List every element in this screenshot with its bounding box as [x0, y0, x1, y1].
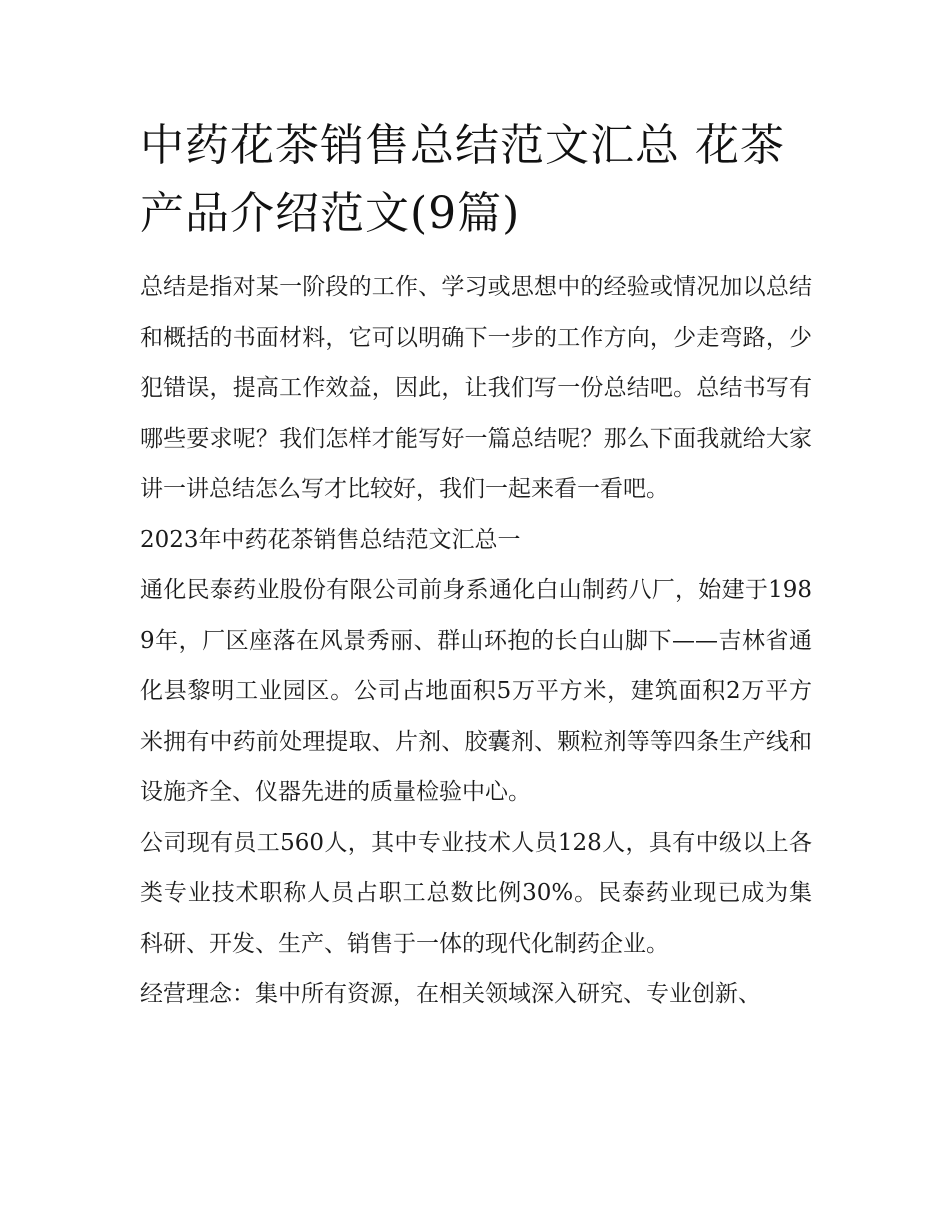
body-paragraph-company-history: 通化民泰药业股份有限公司前身系通化白山制药八厂，始建于1989年，厂区座落在风景秀丽、群山环抱的长白山脚下——吉林省通化县黎明工业园区。公司占地面积5万平方米，建筑面积2万平方米拥有中药前处理提取、片剂、胶囊剂、颗粒剂等等四条生产线和设施齐全、仪器先进的质量检验中心。 [140, 577, 812, 805]
document-title: 中药花茶销售总结范文汇总 花茶产品介绍范文(9篇) [140, 120, 785, 239]
body-paragraph-staff: 公司现有员工560人，其中专业技术人员128人，具有中级以上各类专业技术职称人员占职工总数比例30%。民泰药业现已成为集科研、开发、生产、销售于一体的现代化制药企业。 [140, 829, 812, 957]
body-paragraph-philosophy: 经营理念：集中所有资源，在相关领域深入研究、专业创新、 [140, 981, 761, 1007]
section-heading: 2023年中药花茶销售总结范文汇总一 [140, 526, 521, 553]
intro-paragraph: 总结是指对某一阶段的工作、学习或思想中的经验或情况加以总结和概括的书面材料，它可以明确下一步的工作方向，少走弯路，少犯错误，提高工作效益，因此，让我们写一份总结吧。总结书写有哪些要求呢？我们怎样才能写好一篇总结呢？那么下面我就给大家讲一讲总结怎么写才比较好，我们一起来看一看吧。 [140, 274, 812, 502]
document-body [140, 112, 812, 1020]
